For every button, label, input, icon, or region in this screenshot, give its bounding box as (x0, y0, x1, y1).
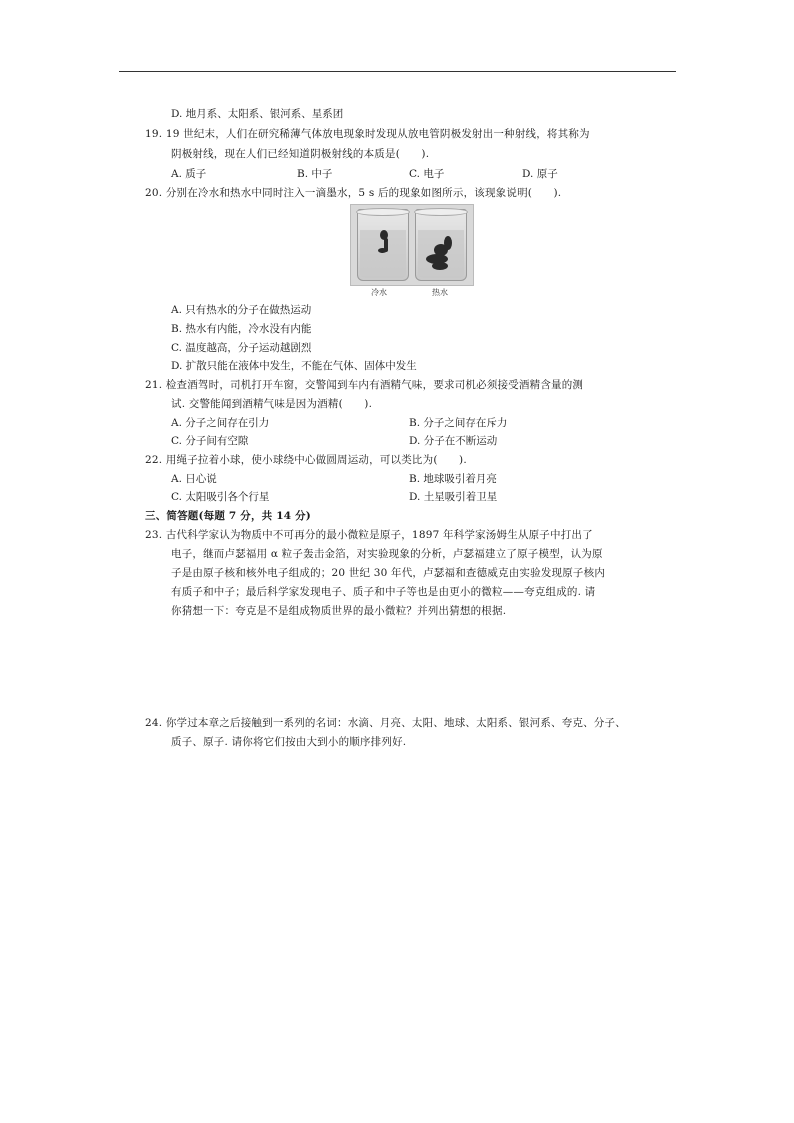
q20-option-b: B. 热水有内能，冷水没有内能 (171, 323, 312, 335)
q21-stem-line1: 21. 检查酒驾时，司机打开车窗，交警闻到车内有酒精气味，要求司机必须接受酒精含量的测 (145, 379, 584, 391)
q20-stem: 20. 分别在冷水和热水中同时注入一滴墨水，5 s 后的现象如图所示，该现象说明( ). (145, 187, 562, 199)
q20-option-d: D. 扩散只能在液体中发生，不能在气体、固体中发生 (171, 360, 417, 372)
q23-line4: 有质子和中子；最后科学家发现电子、质子和中子等也是由更小的微粒——夸克组成的. 请 (171, 586, 596, 598)
q20-option-c: C. 温度越高，分子运动越剧烈 (171, 342, 312, 354)
q19-stem-line2: 阴极射线，现在人们已经知道阴极射线的本质是( ). (171, 148, 430, 160)
q23-line2: 电子，继而卢瑟福用 α 粒子轰击金箔，对实验现象的分析，卢瑟福建立了原子模型，认为原 (171, 548, 603, 560)
hot-water-beaker (415, 209, 467, 281)
hot-water-label: 热水 (432, 288, 448, 297)
q19-stem-line1: 19. 19 世纪末，人们在研究稀薄气体放电现象时发现从放电管阴极发射出一种射线，将其称为 (145, 128, 590, 140)
q24-line1: 24. 你学过本章之后接触到一系列的名词：水滴、月亮、太阳、地球、太阳系、银河系、夸克、分子、 (145, 717, 626, 729)
q20-beaker-photo (350, 204, 474, 286)
q23-line1: 23. 古代科学家认为物质中不可再分的最小微粒是原子，1897 年科学家汤姆生从原子中打出了 (145, 529, 593, 541)
section-heading: 三、简答题(每题 7 分，共 14 分) (145, 510, 311, 522)
q22-stem: 22. 用绳子拉着小球，使小球绕中心做圆周运动，可以类比为( ). (145, 454, 467, 466)
header-rule (119, 71, 676, 72)
q23-line5: 你猜想一下：夸克是不是组成物质世界的最小微粒？并列出猜想的根据. (171, 605, 507, 617)
q23-line3: 子是由原子核和核外电子组成的；20 世纪 30 年代，卢瑟福和查德威克由实验发现原子核内 (171, 567, 606, 579)
q18-option-d: D. 地月系、太阳系、银河系、星系团 (171, 108, 344, 120)
q21-option-b: B. 分子之间存在斥力 (409, 417, 508, 429)
q19-option-d: D. 原子 (522, 168, 558, 180)
q22-option-a: A. 日心说 (171, 473, 217, 485)
q20-option-a: A. 只有热水的分子在做热运动 (171, 304, 312, 316)
q22-option-b: B. 地球吸引着月亮 (409, 473, 497, 485)
q21-option-d: D. 分子在不断运动 (409, 435, 498, 447)
q21-stem-line2: 试. 交警能闻到酒精气味是因为酒精( ). (171, 398, 373, 410)
q22-option-c: C. 太阳吸引各个行星 (171, 491, 270, 503)
cold-water-beaker (357, 209, 409, 281)
q21-option-a: A. 分子之间存在引力 (171, 417, 270, 429)
q24-line2: 质子、原子. 请你将它们按由大到小的顺序排列好. (171, 736, 407, 748)
q19-option-b: B. 中子 (297, 168, 333, 180)
q19-option-c: C. 电子 (409, 168, 445, 180)
q19-option-a: A. 质子 (171, 168, 207, 180)
q21-option-c: C. 分子间有空隙 (171, 435, 249, 447)
cold-water-label: 冷水 (371, 288, 387, 297)
q22-option-d: D. 土星吸引着卫星 (409, 491, 498, 503)
